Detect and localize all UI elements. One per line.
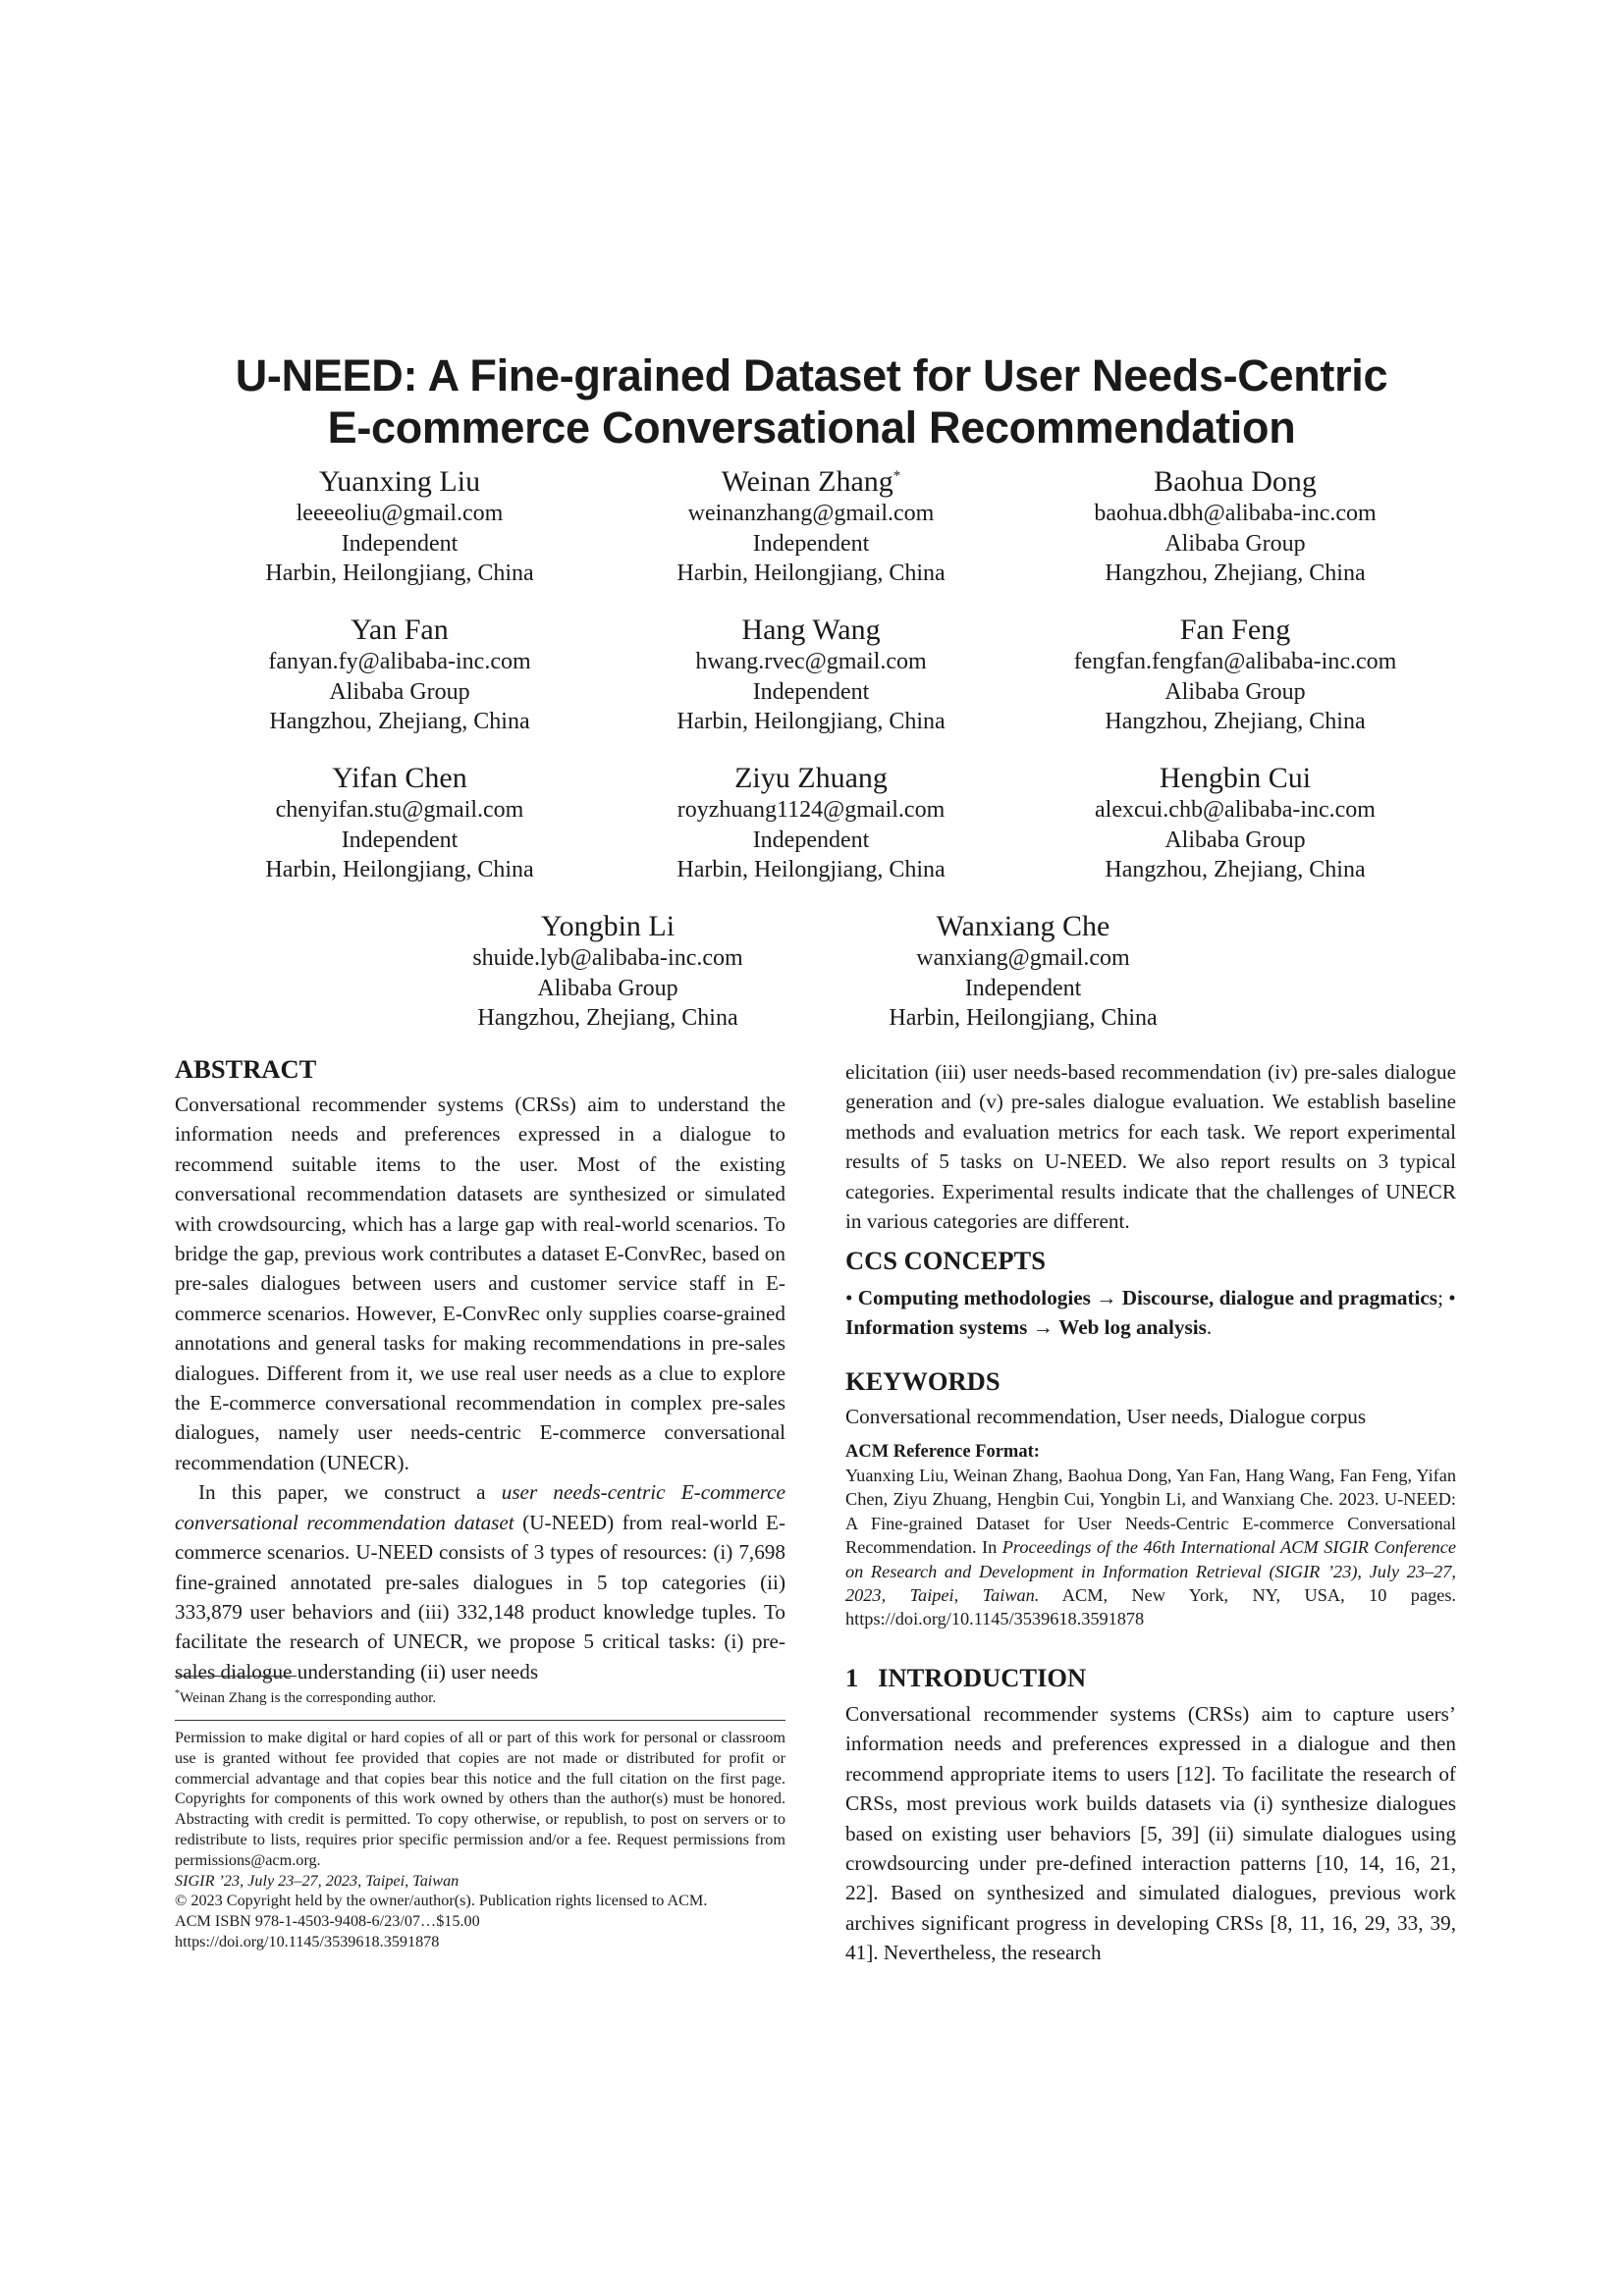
author-location: Hangzhou, Zhejiang, China — [1105, 857, 1366, 882]
author-email: fengfan.fengfan@alibaba-inc.com — [1073, 649, 1397, 674]
author-block — [1019, 762, 1451, 885]
arrow-icon: → — [1096, 1286, 1117, 1309]
bullet-icon: • — [1448, 1286, 1456, 1309]
ccs-concept-1: Computing methodologies — [857, 1286, 1091, 1309]
permission-divider — [175, 1720, 785, 1721]
author-email: baohua.dbh@alibaba-inc.com — [1094, 501, 1377, 526]
author-affiliation: Independent — [341, 827, 459, 853]
introduction-heading — [845, 1662, 1086, 1693]
author-location: Harbin, Heilongjiang, China — [265, 857, 534, 882]
bullet-icon: • — [845, 1286, 853, 1309]
author-block — [184, 465, 616, 589]
introduction-body: Conversational recommender systems (CRSs) aim to capture users’ information needs and preferences expressed in a dialogue and then recommend appropriate items to users [12]. To facilitate the research of CRSs, most previous work builds datasets via (i) synthesize dialogues based on existing user behaviors [5, 39] (ii) simulate dialogues using crowdsourcing under pre-defined interaction patterns [10, 14, 16, 21, 22]. Based on synthesized and simulated dialogues, previous work archives significant progress in developing CRSs [8, 11, 16, 29, 33, 39, 41]. Nevertheless, the research — [845, 1702, 1456, 1965]
author-block — [595, 762, 1027, 885]
ccs-concept-2-sub: Web log analysis — [1058, 1315, 1207, 1340]
author-email: alexcui.chb@alibaba-inc.com — [1095, 797, 1376, 823]
author-email: leeeeoliu@gmail.com — [296, 501, 504, 526]
abstract-continued: elicitation (iii) user needs-based recommendation (iv) pre-sales dialogue generation and (v) pre-sales dialogue evaluation. We establish baseline methods and evaluation metrics for each task. We report experimental results of 5 tasks on U-NEED. We also report results on 3 typical categories. Experimental results indicate that the challenges of UNECR in various categories are different. — [845, 1060, 1456, 1234]
author-affiliation: Independent — [752, 530, 870, 557]
footnote-text: Weinan Zhang is the corresponding author. — [180, 1689, 437, 1707]
footnote-mark: * — [175, 1688, 180, 1699]
abstract-paragraph-1: Conversational recommender systems (CRSs) aim to understand the information needs and preferences expressed in a dialogue to recommend suitable items to the user. Most of the existing conversational recommendation datasets are synthesized or simulated with crowdsourcing, which has a large gap with real-world scenarios. To bridge the gap, previous work contributes a dataset E-ConvRec, based on pre-sales dialogues between users and customer service staff in E-commerce scenarios. However, E-ConvRec only supplies coarse-grained annotations and general tasks for making recommendations in pre-sales dialogues. Different from it, we use real user needs as a clue to explore the E-commerce conversational recommendation in complex pre-sales dialogues, namely user needs-centric E-commerce conversational recommendation (UNECR). — [175, 1093, 785, 1474]
ccs-heading: CCS CONCEPTS — [845, 1246, 1046, 1275]
footnote — [175, 1684, 785, 1708]
author-email: wanxiang@gmail.com — [916, 945, 1130, 971]
author-location: Harbin, Heilongjiang, China — [676, 709, 946, 734]
abstract-heading: ABSTRACT — [175, 1054, 317, 1084]
doi-link[interactable]: https://doi.org/10.1145/3539618.3591878 — [175, 1932, 440, 1950]
ccs-concepts: • Computing methodologies → Discourse, dialogue and pragmatics; • Information systems → Web log analysis. — [845, 1286, 1456, 1340]
author-affiliation: Alibaba Group — [329, 678, 470, 705]
author-name: Wanxiang Che — [936, 910, 1110, 942]
copyright-line: © 2023 Copyright held by the owner/author(s). Publication rights licensed to ACM. — [175, 1892, 708, 1910]
acm-reference-proceedings: Proceedings of the 46th International ACM SIGIR Conference on Research and Development in Information Retrieval (SIGIR ’23), July 23–27, 2023, Taipei, Taiwan. — [845, 1537, 1456, 1606]
corresponding-author-mark: * — [893, 468, 901, 484]
permission-block — [175, 1728, 785, 1952]
paper-title-line-1: U-NEED: A Fine-grained Dataset for User Needs-Centric — [235, 350, 1388, 400]
author-name: Hang Wang — [741, 614, 881, 646]
author-location: Hangzhou, Zhejiang, China — [477, 1005, 738, 1031]
acm-reference-label: ACM Reference Format: — [845, 1442, 1040, 1462]
author-block — [392, 910, 824, 1034]
abstract-body — [175, 1090, 785, 1686]
ccs-concept-1-sub: Discourse, dialogue and pragmatics — [1121, 1286, 1438, 1309]
author-affiliation: Alibaba Group — [1164, 530, 1306, 557]
footnote-divider — [175, 1676, 297, 1677]
ccs-concept-2: Information systems — [845, 1315, 1028, 1340]
author-affiliation: Independent — [752, 827, 870, 853]
author-email: chenyifan.stu@gmail.com — [275, 797, 524, 823]
author-location: Harbin, Heilongjiang, China — [676, 561, 946, 586]
author-email: fanyan.fy@alibaba-inc.com — [268, 649, 531, 674]
author-location: Harbin, Heilongjiang, China — [676, 857, 946, 882]
paper-title-line-2: E-commerce Conversational Recommendation — [327, 402, 1296, 453]
author-name: Yongbin Li — [540, 910, 676, 942]
author-name: Ziyu Zhuang — [734, 762, 888, 794]
author-block — [1019, 614, 1451, 737]
arrow-icon: → — [1032, 1315, 1054, 1340]
author-block — [595, 614, 1027, 737]
author-name: Yan Fan — [351, 614, 449, 646]
keywords-heading: KEYWORDS — [845, 1366, 1001, 1396]
author-block — [807, 910, 1239, 1034]
author-block — [1019, 465, 1451, 589]
author-name: Weinan Zhang* — [721, 465, 901, 498]
acm-reference-body: Yuanxing Liu, Weinan Zhang, Baohua Dong, Yan Fan, Hang Wang, Fan Feng, Yifan Chen, Ziyu Zhuang, Hengbin Cui, Yongbin Li, and Wanxiang Che. 2023. U-NEED: A Fine-grained Dataset for User Needs-Centric E-commerce Conversational Recommendation. In Proceedings of the 46th International ACM SIGIR Conference on Research and Development in Information Retrieval (SIGIR ’23), July 23–27, 2023, Taipei, Taiwan. ACM, New York, NY, USA, 10 pages. https://doi.org/10.1145/3539618.3591878 — [845, 1466, 1457, 1629]
author-name: Yifan Chen — [332, 762, 467, 794]
keywords-text: Conversational recommendation, User needs, Dialogue corpus — [845, 1405, 1367, 1428]
conference-venue: SIGIR ’23, July 23–27, 2023, Taipei, Taiwan — [175, 1871, 460, 1890]
author-affiliation: Independent — [964, 975, 1082, 1001]
author-name: Fan Feng — [1179, 614, 1291, 646]
author-location: Harbin, Heilongjiang, China — [889, 1005, 1158, 1031]
author-location: Hangzhou, Zhejiang, China — [269, 709, 530, 734]
author-name: Hengbin Cui — [1159, 762, 1312, 794]
author-block — [184, 762, 616, 885]
author-affiliation: Independent — [752, 678, 870, 705]
author-email: shuide.lyb@alibaba-inc.com — [472, 945, 743, 971]
author-email: weinanzhang@gmail.com — [687, 501, 935, 526]
author-location: Harbin, Heilongjiang, China — [265, 561, 534, 586]
author-block — [184, 614, 616, 737]
author-affiliation: Alibaba Group — [537, 975, 678, 1001]
section-number: 1 — [845, 1663, 859, 1692]
acm-reference — [845, 1440, 1456, 1631]
author-email: royzhuang1124@gmail.com — [676, 797, 946, 823]
section-title: INTRODUCTION — [878, 1663, 1087, 1692]
author-name: Yuanxing Liu — [318, 465, 481, 498]
author-location: Hangzhou, Zhejiang, China — [1105, 709, 1366, 734]
author-affiliation: Alibaba Group — [1164, 827, 1306, 853]
author-location: Hangzhou, Zhejiang, China — [1105, 561, 1366, 586]
author-affiliation: Alibaba Group — [1164, 678, 1306, 705]
author-email: hwang.rvec@gmail.com — [695, 649, 927, 674]
isbn-line: ACM ISBN 978-1-4503-9408-6/23/07…$15.00 — [175, 1912, 480, 1931]
abstract-paragraph-2: In this paper, we construct a user needs-centric E-commerce conversational recommendation dataset (U-NEED) from real-world E-commerce scenarios. U-NEED consists of 3 types of resources: (i) 7,698 fine-grained annotated pre-sales dialogues in 5 top categories (ii) 333,879 user behaviors and (iii) 332,148 product knowledge tuples. To facilitate the research of UNECR, we propose 5 critical tasks: (i) pre-sales dialogue understanding (ii) user needs — [175, 1480, 785, 1683]
author-affiliation: Independent — [341, 530, 459, 557]
permission-text: Permission to make digital or hard copies of all or part of this work for personal or classroom use is granted without fee provided that copies are not made or distributed for profit or commercial advantage and that copies bear this notice and the full citation on the first page. Copyrights for components of this work owned by others than the author(s) must be honored. Abstracting with credit is permitted. To copy otherwise, or republish, to post on servers or to redistribute to lists, requires prior specific permission and/or a fee. Request permissions from permissions@acm.org. — [175, 1729, 785, 1869]
dataset-name-emphasis: user needs-centric E-commerce conversational recommendation dataset — [175, 1480, 785, 1534]
author-name: Baohua Dong — [1154, 465, 1317, 498]
author-block — [595, 465, 1027, 589]
